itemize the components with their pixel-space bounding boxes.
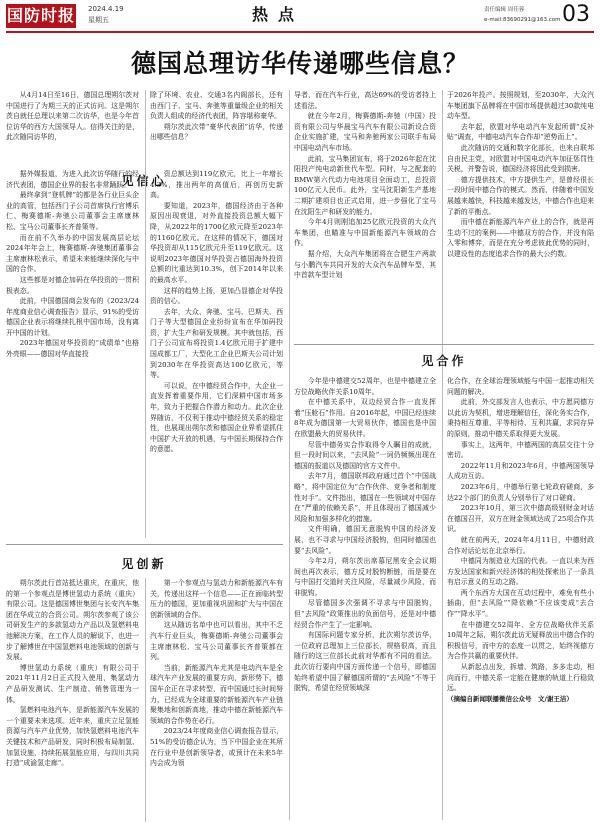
article-column-3 bbox=[294, 90, 436, 340]
paragraph: 今年4月则刚追加25亿欧元投资的大众汽车集团，也瞄准与中国新能源汽车领域的合作。 bbox=[294, 218, 436, 248]
paragraph: 朔尔茨此次带“豪华代表团”访华，传递出哪些信息？ bbox=[150, 122, 283, 142]
weekday-text: 星期五 bbox=[88, 16, 109, 24]
paragraph: 可以说，在中德经贸合作中，大企业一直发挥着重要作用，它们深耕中国市场多年，致力于把握合作潜力和动力。此次企业界随访，不仅利于推动中德经贸关系的稳定性，也展现出朔尔茨和德国企业界希望抓住中国扩大开放的机遇，与中国长期保持合作的意愿。 bbox=[150, 381, 283, 454]
editor-name: 责任编辑 周佳蓉 bbox=[484, 7, 525, 13]
column-divider bbox=[442, 90, 443, 820]
article-column-1b bbox=[6, 578, 139, 822]
paragraph: 从新起点出发，拆墙、筑路，多多走动，相向而行，中德关系一定能在健康的轨道上行稳致远。 bbox=[447, 663, 594, 693]
paragraph: 2023/24年度商业信心调查报告显示，51%的受访德企认为，当下中国企业在其所在行业中是创新领导者，或预计在未来5年内会成为领 bbox=[150, 727, 283, 768]
paragraph: 今年是中德建交52周年，也是中德建立全方位战略伙伴关系10周年。 bbox=[294, 377, 436, 396]
masthead bbox=[6, 2, 594, 30]
issue-date bbox=[88, 4, 124, 26]
article-column-2b bbox=[150, 578, 283, 822]
paragraph: 2022年11月和2023年6月，中德两国领导人成功互访。 bbox=[447, 461, 594, 481]
headline: 德国总理访华传递哪些信息？ bbox=[130, 49, 469, 78]
page-number: 03 bbox=[562, 2, 590, 27]
paragraph: 此前，中国德国商会发布的《2023/24年度商业信心调查报告》显示，91%的受访德国企业表示将继续扎根中国市场，没有离开中国的计划。 bbox=[6, 297, 139, 337]
paragraph: 两个东西方大国在互动过程中，难免有些小插曲，但“去风险”“降依赖”不应该变成“去合作”“降水平”。 bbox=[447, 588, 594, 619]
paragraph: 此次随访的交通和数字化部长，也来自联邦自由民主党，对欧盟对中国电动汽车加征惩罚性关税，并警告说，德国经济将因此受到损害。 bbox=[447, 143, 594, 174]
paragraph: 朔尔茨此行首站抵达重庆，在重庆，他的第一个参观点是博世氢动力系统（重庆）有限公司。这是德国博世集团与长安汽车集团在华成立的合资公司。朔尔茨参观了该公司研发生产的多款氢动力产品以及氢燃料电池解决方案，在工作人员的解说下，也进一步了解博世在中国氢燃料电池领域的创新与发展。 bbox=[6, 579, 139, 662]
paragraph: 这从随访名单中也可以看出，其中不乏汽车行业巨头，梅赛德斯-奔驰公司董事会主席康林松、宝马公司董事长齐普策都在列。 bbox=[150, 621, 283, 662]
paragraph: 德方提供技术，中方提供生产，是曾经很长一段时间中德合作的模式。然而，伴随着中国发展越来越快，科技越来越发达，中德合作也迎来了新的平衡点。 bbox=[447, 175, 594, 216]
paragraph: 今年2月，朔尔茨出席慕尼黑安全会议期间也再次表示，德方反对脱钩断链，而是要在与中国打交道时关注风险，尽量减少风险，而非脱钩。 bbox=[294, 557, 436, 597]
section-heading-confidence: 见信心 bbox=[121, 174, 167, 188]
paragraph: 这样的趋势上扬，更加凸显德企对华投资的信心。 bbox=[150, 286, 283, 306]
paragraph: 就在今年2月，梅赛德斯-奔驰（中国）投资有限公司与华晨宝马汽车有限公司新设合资企业实施扩建，宝马和奔驰两家公司联手布局中国电动汽车市场。 bbox=[294, 112, 436, 152]
paragraph: 除了环境、农业、交通3名内阁部长，还有由西门子、宝马、奔驰等重量级企业的相关负责人组成的经济代表团，阵容堪称豪华。 bbox=[150, 91, 283, 121]
paragraph: 博世氢动力系统（重庆）有限公司于2021年11月2日正式投入使用，集氢动力产品研发测试、生产制造、销售管理为一体。 bbox=[6, 663, 139, 704]
paragraph: 最终拿到“登机牌”的都是各行业巨头企业的高管，包括西门子公司首席执行官博乐仁、梅赛德斯-奔驰公司董事会主席康林松、宝马公司董事长齐普策等。 bbox=[6, 191, 139, 231]
paragraph: 第一个参观点与氢动力和新能源汽车有关，传递出这样一个信息——正在面临转型压力的德国，更加重视巩固和扩大与中国在创新领域的合作。 bbox=[150, 579, 283, 619]
paragraph: 2023年6月，中德举行第七轮政府磋商，多达22个部门的负责人分别举行了对口磋商。 bbox=[447, 482, 594, 502]
paragraph: 而在前不久举办的中国发展高层论坛2024年年会上，梅赛德斯-奔驰集团董事会主席康林松表示，希望未来能继续深化与中国的合作。 bbox=[6, 233, 139, 274]
paragraph: 中德同为制造业大国的代表。一直以来为西方发达国家和新兴经济体的相处探索出了一条具有启示意义的互动之路。 bbox=[447, 557, 594, 587]
paragraph: 这些都是对德企加码在华投资的一贯积极表态。 bbox=[6, 275, 139, 295]
paragraph: 就在前两天，2024年4月11日，中德财政合作对话论坛在北京举行。 bbox=[447, 535, 594, 555]
article-column-3b bbox=[294, 376, 436, 822]
paragraph: 尽管中德务实合作取得令人瞩目的成就，但一段时间以来，“去风险”一词仍频频出现在德国的报道以及德国的官方文件中。 bbox=[294, 440, 436, 470]
paragraph: 文件明确，德国无意脱钩中国的经济发展，也不寻求与中国经济脱钩，但同时德国也要“去风险”。 bbox=[294, 525, 436, 555]
paragraph: 2023年德国对华投资的“成绩单”也格外亮眼——德国对华直接投 bbox=[6, 339, 139, 359]
paragraph: 此前，宝马集团宣布，将于2026年起在沈阳投产纯电动新世代车型。同时，与之配套的BMW第六代动力电池项目全面动工，总投资100亿元人民币。此外，宝马沈阳新生产基地二期扩建项目也正式启用，进一步强化了宝马在沈阳生产和研发的能力。 bbox=[294, 154, 436, 216]
column-divider bbox=[289, 90, 290, 820]
column-divider bbox=[145, 578, 146, 822]
article-column-4b bbox=[447, 376, 594, 822]
paragraph: 氢燃料电池汽车，是新能源汽车发展的一个重要未来选项。近年来，重庆立足氢能资源与汽车产业优势，加快氢燃料电池汽车关键技术和产品研发，同时积极布局制氢、加氢设施，持续拓展氢能应用，与四川共同打造“成渝氢走廊”。 bbox=[6, 706, 139, 768]
column-divider bbox=[145, 90, 146, 538]
paragraph: 有国际问题专家分析，此次朔尔茨访华，一位政府总理加上三位部长，规格很高，而且随行的这三位部长此前对华都有不同的看法。此次访行要向中国方面传递一个信号，即德国始终希望中国了解德国所谓的“去风险”不等于脱钩，希望在经贸领域深 bbox=[294, 631, 436, 693]
source-note: （摘编自新闻联播微信公众号 文/谢王洁） bbox=[447, 694, 573, 703]
paragraph: 此前，外交部发言人也表示，中方愿同德方以此访为契机，增进理解信任，深化务实合作，秉持相互尊重、平等相待、互利共赢，求同存异的原则，推动中德关系取得更大发展。 bbox=[447, 398, 594, 438]
newspaper-logo: 国防时报 bbox=[6, 4, 76, 28]
paragraph: 2023年10月，第三次中德高级别财金对话在德国召开，双方在财金领域达成了25项合作共识。 bbox=[447, 504, 594, 534]
date-text: 2024.4.19 bbox=[88, 5, 124, 13]
paragraph: 从4月14日至16日，德国总理朔尔茨对中国进行了为期三天的正式访问。这是朔尔茨自就任总理以来第二次访华，也是今年首位访华的西方大国领导人。信得关注的是，此次随同访华的， bbox=[6, 91, 139, 142]
paragraph: 于2026年投产。按照规划，至2030年，大众汽车集团旗下品牌将在中国市场提供超过30款纯电动车型。 bbox=[447, 91, 594, 121]
paragraph: 导者，而在汽车行业，高达69%的受访者持上述看法。 bbox=[294, 91, 436, 110]
paragraph: 在中德关系中，双边经贸合作一直发挥着“压舱石”作用。自2016年起，中国已经连续8年成为德国第一大贸易伙伴，德国也是中国在欧盟最大的贸易伙伴。 bbox=[294, 398, 436, 438]
editor-info bbox=[484, 5, 561, 25]
article-column-4 bbox=[447, 90, 594, 340]
paragraph: 在中德建交52周年、全方位战略伙伴关系10周年之际，朔尔茨此访无疑释放出中德合作的积极信号，而中方的态度一以贯之，始终视德方为合作共赢的重要伙伴。 bbox=[447, 620, 594, 661]
article-column-1 bbox=[6, 90, 139, 538]
paragraph: 资总额达到119亿欧元，比上一年增长4.3%，推出两年的高值后，再创历史新高。 bbox=[150, 169, 283, 200]
section-title: 热点 bbox=[252, 5, 305, 24]
article-column-2 bbox=[150, 90, 283, 538]
masthead-rule bbox=[6, 31, 594, 33]
paragraph: 化合作，在全球治理领域能与中国一起推动相关问题的解决。 bbox=[447, 377, 594, 396]
paragraph: 而中德在新能源汽车产业上的合作，就是再生动不过的案例——中德双方的合作，并没有陷入零和博弈，而是在充分考虑彼此优势的同时，以建设性的态度追求合作的最大公约数。 bbox=[447, 218, 594, 258]
paragraph: 要知道，2023年，德国经济由于各种原因出现衰退，对外直接投资总额大幅下降，从2022年的1700亿欧元降至2023年的1160亿欧元。在这样的情况下，德国对华投资却从115亿欧元升至119亿欧元。这说明2023年德国对华投资占德国海外投资总额的比重达到10.3%，创下2014年以来的最高水平。 bbox=[150, 201, 283, 284]
editor-email: e-mail:83690291@163.com bbox=[484, 17, 561, 23]
paragraph: 事实上，这两年，中德两国的高层交往十分密切。 bbox=[447, 440, 594, 460]
paragraph: 去年7月，德国联邦政府通过首个“中国战略”，将中国定位为“合作伙伴、竞争者和制度性对手”。文件指出，德国在一些领域对中国存在“严重的依赖关系”，并且体现出了德国减少风险和加强多样化的措施。 bbox=[294, 472, 436, 523]
section-rule bbox=[6, 544, 283, 545]
paragraph: 去年，大众、奔驰、宝马、巴斯夫、西门子等大型德国企业纷纷宣布在华加码投资，扩大生产和研发规模。其中就包括，西门子公司宣布将投资1.4亿欧元用于扩建中国成都工厂，大型化工企业巴斯夫公司计划到2030年在华投资高达100亿欧元，等等。 bbox=[150, 307, 283, 380]
paragraph: 当前，新能源汽车尤其是电动汽车是全球汽车产业发展的重要方向，新形势下，德国车企正在寻求转型，而中国通过长时间努力，已经成为全球重要的新能源汽车产业链聚集地和创新高地，推动中德在新能源汽车领域的合作势在必行。 bbox=[150, 663, 283, 725]
section-heading-cooperation: 见合作 bbox=[421, 354, 467, 368]
paragraph: 去年起，欧盟对华电动汽车发起所谓“反补贴”调查，中德电动汽车合作却“逆势而上”。 bbox=[447, 122, 594, 142]
paragraph: 尽管德国多次强调不寻求与中国脱钩，但“去风险”政策推出的负面信号，还是对中德经贸合作产生了一定影响。 bbox=[294, 599, 436, 629]
section-heading-innovation: 见创新 bbox=[121, 557, 167, 571]
paragraph: 据外媒报道，为进入此次访华随行的经济代表团，德国企业界的报名非常踊跃。 bbox=[6, 169, 139, 189]
section-rule bbox=[294, 344, 594, 345]
paragraph: 据介绍，大众汽车集团将在合肥生产两款与小鹏汽车共同开发的大众汽车品牌车型，其中首款车型计划 bbox=[294, 249, 436, 280]
